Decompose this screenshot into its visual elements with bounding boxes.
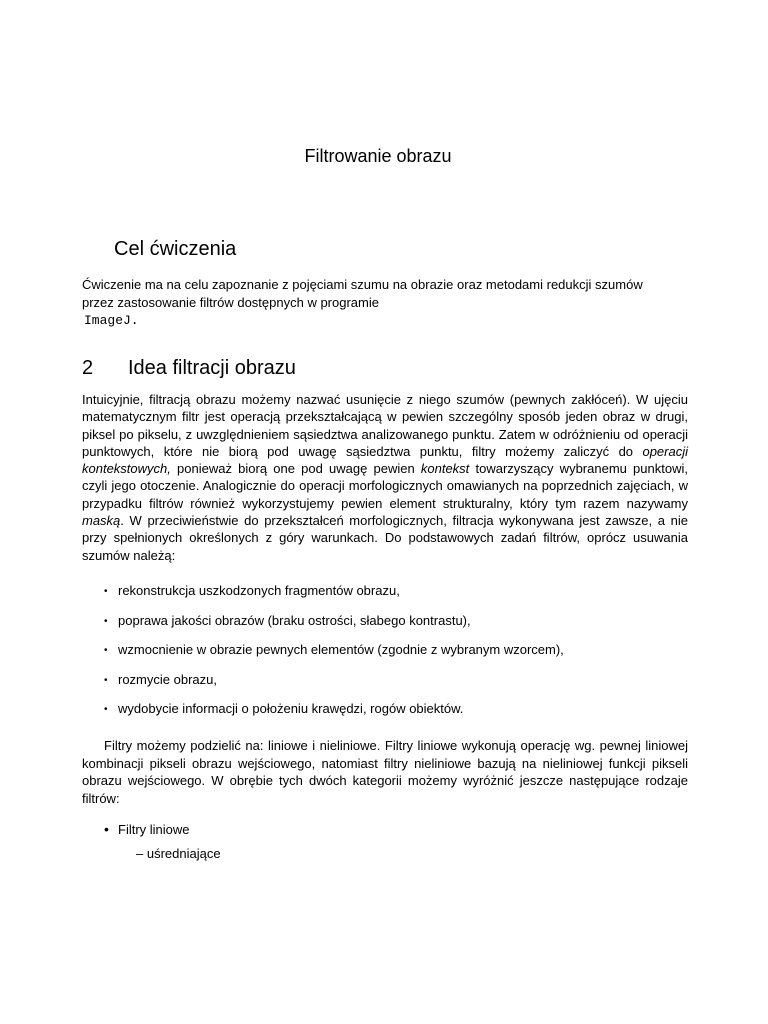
list-item: • rekonstrukcja uszkodzonych fragmentów obrazu, (104, 583, 400, 598)
list-item: • wydobycie informacji o położeniu krawędzi, rogów obiektów. (104, 701, 464, 716)
bullet-icon: • (104, 586, 108, 597)
bullet-icon: • (104, 704, 108, 715)
para2-text: Filtry możemy podzielić na: liniowe i nieliniowe. Filtry liniowe wykonują operację wg. pewnej liniowej kombinacji pikseli obrazu wejściowego, natomiast filtry nieliniowe bazują na nieliniowej funkcji pikseli obrazu wejściowego. W obrębie tych dwóch kategorii możemy wyróżnić jeszcze następujące rodzaje filtrów: (82, 738, 688, 806)
intro-text: Ćwiczenie ma na celu zapoznanie z pojęciami szumu na obrazie oraz metodami redukcji szumów przez zastosowanie filtrów dostępnych w programie (82, 277, 643, 310)
para1-italic-3: maską (82, 513, 121, 529)
para1-text-4: . W przeciwieństwie do przekształceń morfologicznych, filtracja wykonywana jest zawsze, a nie przy spełnionych określonych z góry warunkach. Do podstawowych zadań filtrów, oprócz usuwania szumów należą: (82, 513, 688, 563)
para1-text-3: towarzyszący wybranemu punktowi, czyli jego otoczenie. Analogicznie do operacji morfologicznych omawianych na poprzednich zajęciach, w przypadku filtrów również wykorzystujemy pewien element strukturalny, który tym razem nazywamy (82, 461, 688, 511)
list-item (104, 822, 221, 837)
section-heading-2 (82, 357, 296, 380)
para1-text-1: Intuicyjnie, filtracją obrazu możemy nazwać usunięcie z niego szumów (pewnych zakłóceń). W ujęciu matematycznym filtr jest operacją przekształcającą w pewien szczególny sposób jeden obraz w drugi, piksel po pikselu, z uwzględnieniem sąsiedztwa analizowanego punktu. Zatem w odróżnieniu od operacji punktowych, które nie biorą pod uwagę sąsiedztwa punktu, filtry możemy zaliczyć do (82, 392, 688, 459)
program-name: ImageJ. (84, 313, 139, 328)
document-title: Filtrowanie obrazu (304, 146, 452, 166)
section-heading-cel: Cel ćwiczenia (114, 238, 237, 260)
paragraph-idea (82, 391, 688, 564)
bullet-icon: • (104, 645, 108, 656)
section-number: 2 (82, 357, 94, 379)
para1-text-2: ponieważ biorą one pod uwagę pewien (170, 461, 421, 477)
bullet-icon: • (104, 615, 108, 627)
intro-paragraph (82, 276, 676, 330)
filter-subitem-averaging: – uśredniające (136, 846, 221, 861)
list-item: • rozmycie obrazu, (104, 671, 217, 687)
filter-tasks-list (104, 583, 564, 731)
filter-categories (104, 822, 221, 861)
bullet-icon: • (104, 674, 108, 686)
para1-italic-2: kontekst (420, 461, 470, 477)
list-item: • poprawa jakości obrazów (braku ostrości, słabego kontrastu), (104, 612, 471, 628)
para1-italic-1: operacji kontekstowych, (82, 443, 688, 477)
section-title: Idea filtracji obrazu (128, 357, 296, 379)
paragraph-filter-types (82, 737, 688, 807)
bullet-icon: • (104, 821, 109, 837)
list-item: • wzmocnienie w obrazie pewnych elementów (zgodnie z wybranym wzorcem), (104, 642, 564, 657)
filter-item-linear: Filtry liniowe (118, 822, 190, 837)
